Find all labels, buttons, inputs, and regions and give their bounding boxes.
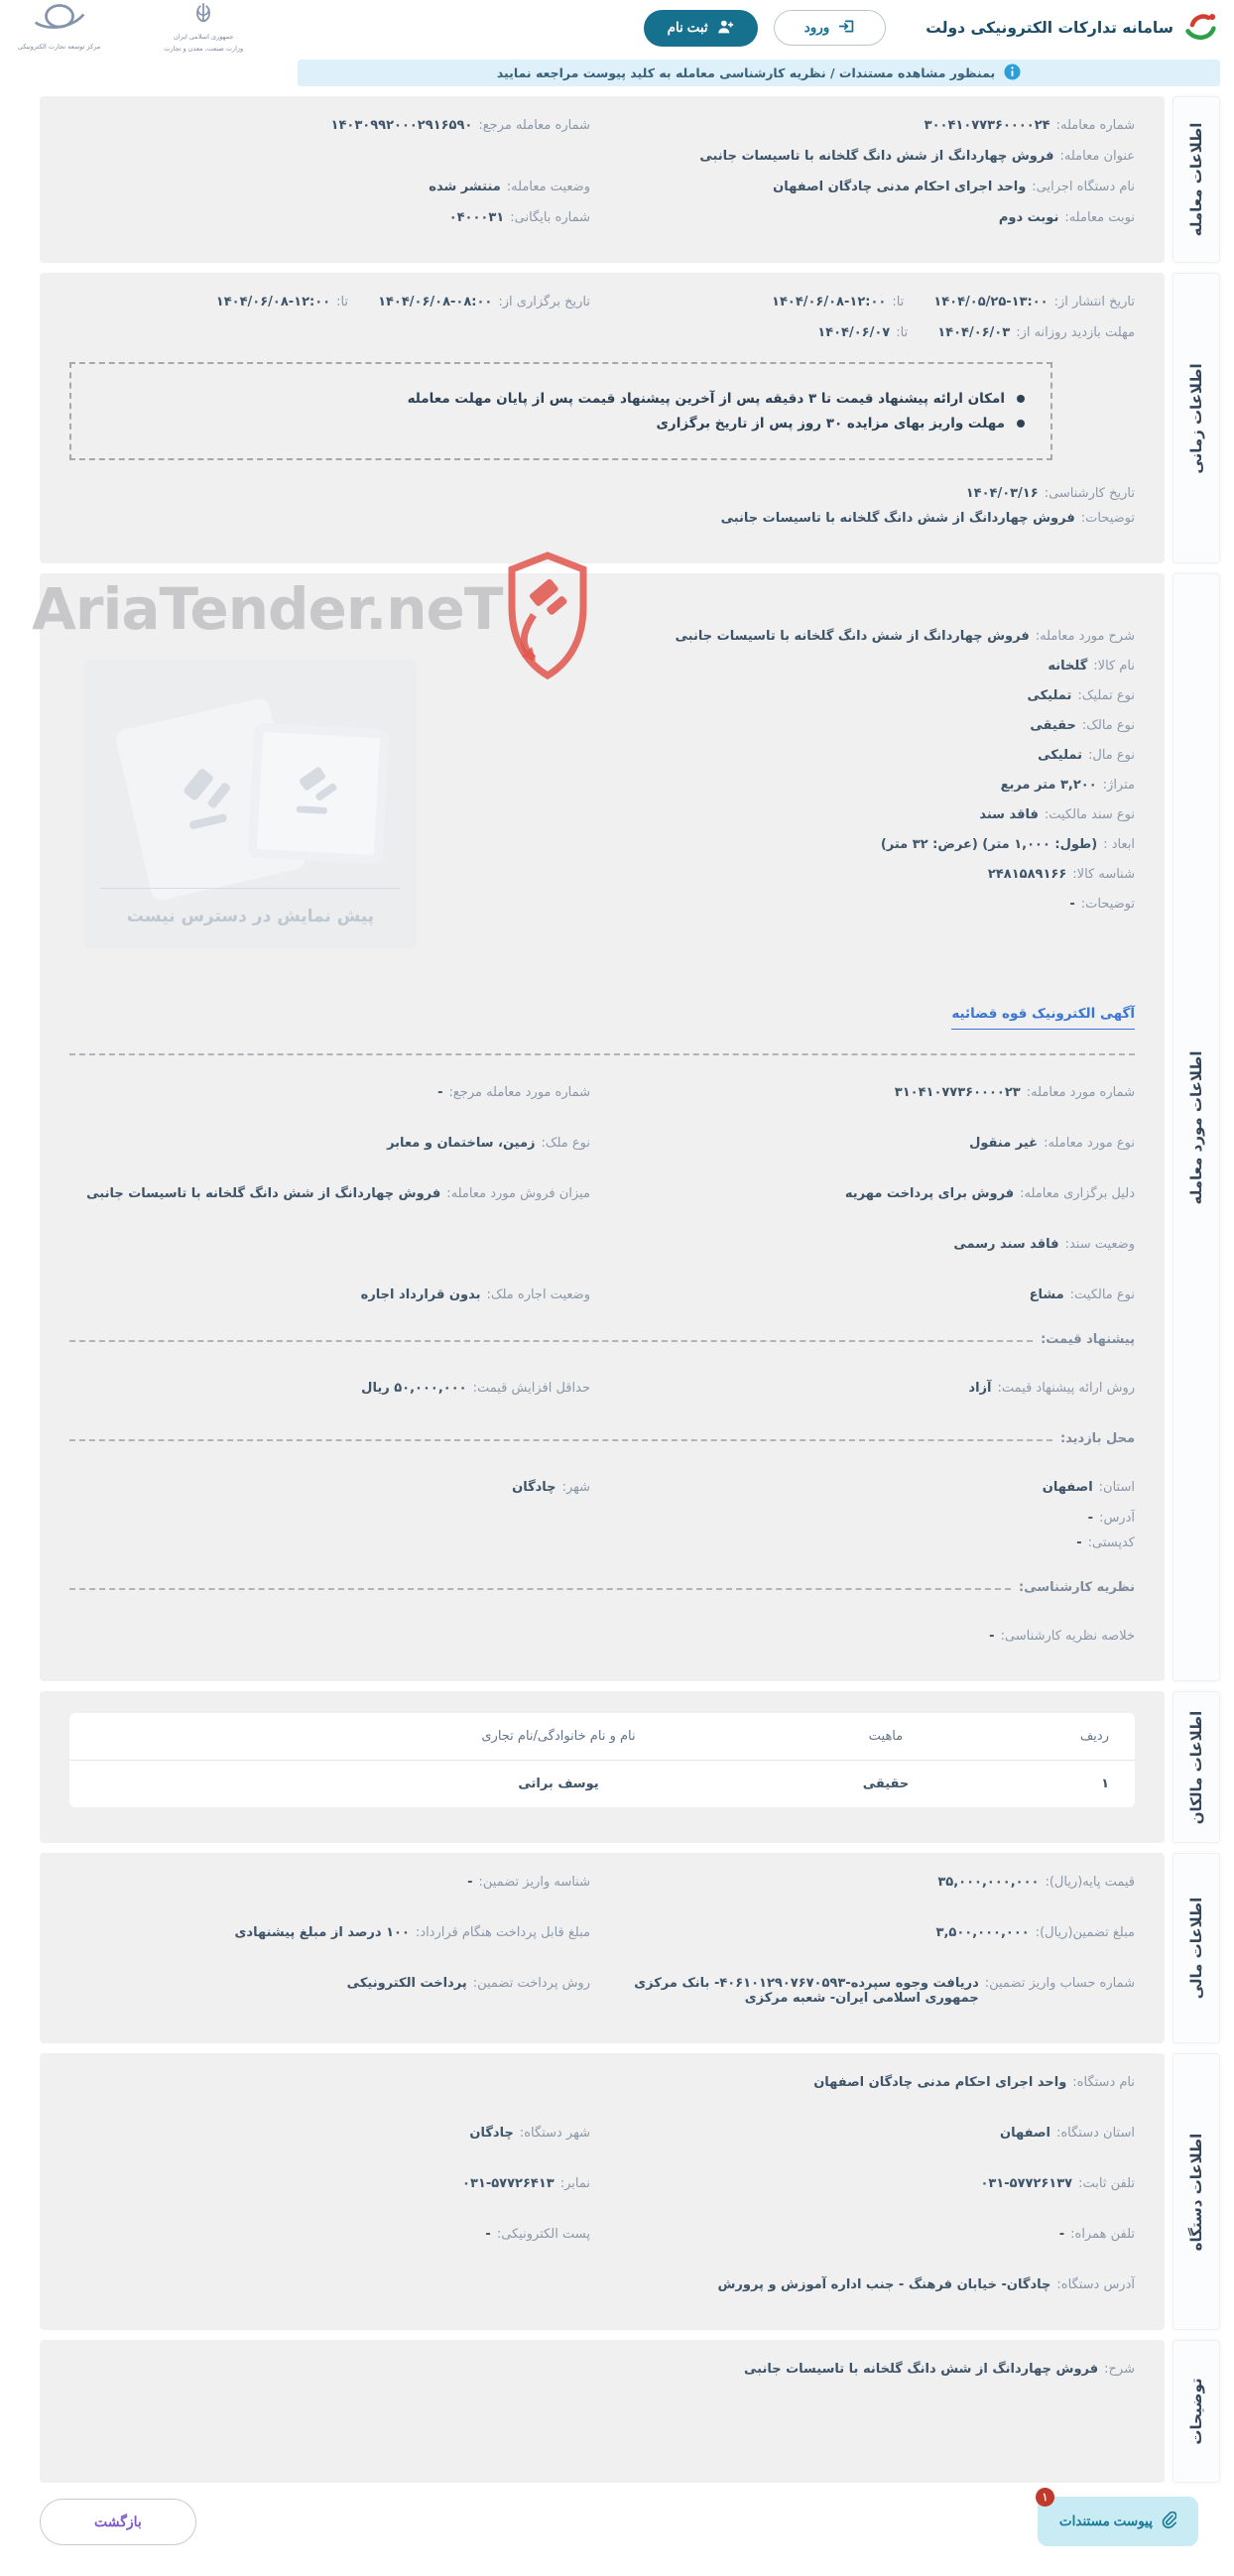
field-label: شناسه کالا: (1072, 867, 1135, 882)
field-value: ۰۴۰۰۰۳۱ (448, 210, 505, 225)
agency-name-field (69, 2075, 1135, 2090)
until-label: تا: (896, 325, 909, 340)
attach-documents-label: پیوست مستندات (1058, 2514, 1153, 2528)
field-row (69, 2227, 1135, 2242)
field-value: ۱۴۰۴/۰۶/۰۸-۱۲:۰۰ (215, 295, 331, 309)
field-value: - (437, 1085, 443, 1100)
agency-city-field (69, 2126, 590, 2141)
no-preview-text: پیش نمایش در دسترس نیست (126, 907, 375, 926)
field-label: نام کالا: (1093, 659, 1135, 674)
table-header-row (69, 1713, 1135, 1761)
agency-fax-field (69, 2176, 590, 2191)
field-label: نام دستگاه: (1072, 2075, 1135, 2090)
iran-emblem-icon (190, 1, 216, 31)
field-label: شماره مورد معامله مرجع: (448, 1085, 590, 1100)
app-header (0, 0, 1234, 54)
field-value: حقیقی (1030, 718, 1076, 733)
login-button[interactable] (774, 10, 887, 46)
ecommerce-center-label: مرکز توسعه تجارت الکترونیکی (18, 43, 101, 52)
info-icon (1004, 63, 1021, 83)
field-value: ۰۳۱-۵۷۷۲۶۴۱۳ (462, 2176, 555, 2191)
field-row (69, 1136, 1135, 1151)
field-label: نوع مال: (1088, 748, 1135, 763)
subject-number-field (614, 1085, 1135, 1100)
deal-ref-number-field (69, 118, 590, 133)
min-increase-field (69, 1381, 590, 1396)
section-deal-info (40, 96, 1220, 263)
deal-info-card (40, 96, 1165, 263)
time-info-card (40, 273, 1165, 563)
expert-summary-field (69, 1629, 1135, 1644)
section-tab-financial (1172, 1853, 1220, 2043)
deposit-id-field (69, 1875, 590, 1890)
section-tab-owners (1172, 1691, 1220, 1843)
field-value: زمین، ساختمان و معابر (387, 1136, 536, 1151)
field-label: نوع ملک: (541, 1136, 590, 1151)
payable-at-contract-field (69, 1925, 590, 1940)
field-row (69, 1875, 1135, 1890)
dashed-line (69, 1588, 1011, 1590)
field-label: شناسه واریز تضمین: (478, 1875, 590, 1890)
field-row (69, 2362, 1135, 2377)
image-preview-placeholder (84, 661, 417, 948)
field-label: شماره معامله مرجع: (478, 118, 590, 133)
auction-rules-box (69, 362, 1052, 460)
field-label: تلفن همراه: (1070, 2227, 1135, 2242)
deal-number-field (614, 118, 1135, 133)
field-value: واحد اجرای احکام مدنی چادگان اصفهان (773, 180, 1027, 194)
col-header-name: نام و نام خانوادگی/نام تجاری (481, 1729, 636, 1744)
field-label: استان: (1098, 1480, 1135, 1495)
field-value: فاقد سند (979, 807, 1039, 822)
field-value: واحد اجرای احکام مدنی چادگان اصفهان (813, 2075, 1067, 2090)
field-label: نوبت معامله: (1064, 210, 1135, 225)
item-notes-field (440, 897, 1135, 912)
time-notes-field (69, 511, 1135, 526)
setad-logo-icon (1182, 9, 1218, 47)
field-row (69, 1288, 1135, 1302)
field-row (69, 1237, 1135, 1252)
until-label: تا: (892, 295, 905, 309)
section-title: اطلاعات زمانی (1187, 362, 1205, 474)
field-label: کدپستی: (1087, 1535, 1135, 1550)
subject-type-field (614, 1136, 1135, 1151)
field-label: نوع سند مالکیت: (1044, 807, 1135, 822)
field-label: شهر دستگاه: (519, 2126, 590, 2141)
field-value: - (467, 1875, 473, 1890)
cell-name: یوسف براتی (518, 1777, 599, 1791)
field-value: دریافت وجوه سپرده-۴۰۶۱۰۱۲۹۰۷۶۷۰۵۹۳- بانک مرکزی جمهوری اسلامی ایران- شعبه مرکزی (634, 1976, 979, 2006)
field-value: - (485, 2227, 491, 2242)
field-value: پرداخت الکترونیکی (346, 1976, 467, 1991)
visit-location-group-header (69, 1431, 1135, 1446)
field-value: فاقد سند رسمی (953, 1237, 1059, 1252)
section-tab-deal-subject (1172, 573, 1220, 1681)
table-row (69, 1761, 1135, 1807)
estate-type-field (69, 1136, 590, 1151)
section-deal-subject (32, 573, 1220, 1681)
area-field (440, 778, 1135, 793)
field-row (69, 180, 1135, 194)
field-value: چادگان- خیابان فرهنگ - جنب اداره آموزش و پرورش (717, 2277, 1051, 2292)
sale-reason-field (614, 1186, 1135, 1201)
archive-number-field (69, 210, 590, 225)
group-label: نظریه کارشناسی: (1019, 1580, 1135, 1595)
field-label: شماره بایگانی: (510, 210, 590, 225)
field-value: فروش چهاردانگ از شش دانگ گلخانه با تاسیسات جانبی (675, 629, 1030, 644)
ministry-label-line1: جمهوری اسلامی ایران (174, 33, 234, 42)
deed-status-field (69, 1237, 1135, 1252)
address-field (69, 1511, 1135, 1526)
field-label: نوع مالکیت: (1069, 1288, 1135, 1302)
partner-logos (14, 1, 243, 55)
rule-item (97, 416, 1025, 431)
field-value: اصفهان (1042, 1480, 1093, 1495)
holding-date-field (69, 295, 590, 309)
field-row (69, 325, 1135, 340)
field-value: بدون قرارداد اجاره (360, 1288, 481, 1302)
cell-nature: حقیقی (862, 1777, 910, 1791)
deed-type-field (440, 807, 1135, 822)
field-row (69, 1085, 1135, 1100)
ministry-label-line2: وزارت صنعت، معدن و تجارت (164, 45, 244, 53)
app-brand (926, 9, 1218, 47)
guarantee-account-field (614, 1976, 1135, 2006)
field-row (69, 2075, 1135, 2090)
section-title: اطلاعات معامله (1187, 122, 1205, 237)
field-label: تاریخ انتشار از: (1053, 295, 1135, 309)
section-tab-agency (1172, 2053, 1220, 2330)
field-value: فروش برای پرداخت مهریه (844, 1186, 1015, 1201)
field-value: تملیکی (1027, 688, 1072, 703)
rule-item (97, 391, 1025, 407)
field-row (69, 2126, 1135, 2141)
field-value: ۱۰۰ درصد از مبلغ پیشنهادی (234, 1925, 410, 1940)
field-value: - (1076, 1535, 1082, 1550)
dashed-separator (69, 1053, 1135, 1055)
ministry-logo (164, 1, 243, 55)
province-field (614, 1480, 1135, 1495)
section-time-info (40, 273, 1220, 563)
rent-status-field (69, 1288, 590, 1302)
guarantee-payment-method-field (69, 1976, 590, 2006)
field-value: ۱۴۰۴/۰۶/۰۷ (817, 325, 891, 340)
field-row (69, 1925, 1135, 1940)
section-notes (40, 2340, 1220, 2483)
field-row (69, 1186, 1135, 1201)
field-row (69, 1480, 1135, 1495)
section-title: اطلاعات مالی (1187, 1897, 1205, 2000)
field-label: قیمت پایه(ریال): (1045, 1875, 1135, 1890)
expertise-date-field (69, 486, 1135, 501)
field-row (69, 1629, 1135, 1644)
field-label: ابعاد : (1103, 837, 1135, 852)
field-label: روش پرداخت تضمین: (472, 1976, 590, 1991)
notes-desc-field (69, 2362, 1135, 2377)
guarantee-amount-field (614, 1925, 1135, 1940)
section-title: توضیحات (1187, 2378, 1205, 2445)
publish-date-field (614, 295, 1135, 309)
status-badge: منتشر شده (429, 180, 501, 194)
field-label: نوع تملیک: (1077, 688, 1135, 703)
agency-email-field (69, 2227, 590, 2242)
agency-card (40, 2053, 1165, 2330)
field-row (69, 295, 1135, 309)
deal-status-field (69, 180, 590, 194)
ownership-kind-field (614, 1288, 1135, 1302)
field-value: تملیکی (1038, 748, 1083, 763)
field-value: مشاع (1029, 1288, 1064, 1302)
field-value: فروش چهاردانگ از شش دانگ گلخانه با تاسیسات جانبی (699, 149, 1054, 164)
field-label: آدرس دستگاه: (1056, 2277, 1135, 2292)
group-label: پیشنهاد قیمت: (1041, 1332, 1135, 1347)
field-label: وضعیت اجاره ملک: (486, 1288, 590, 1302)
field-label: شهر: (561, 1480, 590, 1495)
field-row (69, 118, 1135, 133)
section-title: اطلاعات مورد معامله (1187, 1050, 1205, 1204)
field-label: تلفن ثابت: (1078, 2176, 1135, 2191)
field-value: فروش چهاردانگ از شش دانگ گلخانه با تاسیسات جانبی (744, 2362, 1099, 2377)
field-value: - (1069, 897, 1075, 912)
paperclip-icon (1162, 2512, 1176, 2531)
owner-type-field (440, 718, 1135, 733)
field-row (69, 1511, 1135, 1526)
visit-window-field (69, 325, 1135, 340)
field-label: توضیحات: (1080, 511, 1135, 526)
gavel-icon (286, 759, 350, 827)
tenure-type-field (440, 688, 1135, 703)
photo-tile (248, 723, 390, 865)
field-value: آزاد (968, 1381, 992, 1396)
until-label: تا: (336, 295, 349, 309)
deal-title-field (69, 149, 1135, 164)
field-row (69, 2176, 1135, 2191)
bullet-icon (1017, 395, 1025, 403)
field-value: غیر منقول (969, 1136, 1039, 1151)
section-title: اطلاعات دستگاه (1187, 2133, 1205, 2251)
field-label: مبلغ تضمین(ریال): (1035, 1925, 1135, 1940)
back-label: بازگشت (94, 2513, 142, 2529)
section-tab-notes (1172, 2340, 1220, 2483)
offer-method-field (614, 1381, 1135, 1396)
field-label: متراژ: (1102, 778, 1135, 793)
agency-province-field (614, 2126, 1135, 2141)
agency-address-field (69, 2277, 1135, 2292)
attachment-count-badge: ۱ (1036, 2488, 1054, 2507)
rule-text: مهلت واریز بهای مزایده ۳۰ روز پس از تاریخ برگزاری (656, 416, 1005, 431)
field-row (69, 1976, 1135, 2006)
field-row (69, 486, 1135, 501)
field-label: پست الکترونیکی: (496, 2227, 590, 2242)
field-value: ۲۴۸۱۵۸۹۱۶۶ (987, 867, 1067, 882)
field-value: فروش چهاردانگ از شش دانگ گلخانه با تاسیسات جانبی (86, 1186, 441, 1201)
judiciary-ad-link-row (69, 1006, 1135, 1030)
notes-card (40, 2340, 1165, 2483)
section-agency (40, 2053, 1220, 2330)
financial-card (40, 1853, 1165, 2043)
field-label: روش ارائه پیشنهاد قیمت: (997, 1381, 1135, 1396)
field-value: ۱۴۰۳۰۹۹۲۰۰۰۲۹۱۶۵۹۰ (330, 118, 473, 133)
subject-desc-field (440, 629, 1135, 644)
section-title: اطلاعات مالکان (1187, 1710, 1205, 1824)
dashed-line (69, 1340, 1033, 1342)
field-row (69, 1535, 1135, 1550)
person-plus-icon (717, 19, 734, 38)
field-value: ۳,۵۰۰,۰۰۰,۰۰۰ (935, 1925, 1030, 1940)
field-label: توضیحات: (1080, 897, 1135, 912)
section-tab-deal-info (1172, 96, 1220, 263)
dashed-line (69, 1439, 1052, 1441)
field-label: دلیل برگزاری معامله: (1020, 1186, 1135, 1201)
field-value: ۱۴۰۴/۰۵/۲۵-۱۳:۰۰ (933, 295, 1049, 309)
preview-column (69, 595, 417, 992)
agency-mobile-field (614, 2227, 1135, 2242)
field-value: نوبت دوم (998, 210, 1059, 225)
field-label: حداقل افزایش قیمت: (472, 1381, 590, 1396)
field-label: شماره حساب واریز تضمین: (984, 1976, 1135, 1991)
agency-name-field (614, 180, 1135, 194)
owners-table (69, 1713, 1135, 1807)
field-value: ۱۴۰۴/۰۶/۰۳ (937, 325, 1011, 340)
field-value: ۳,۲۰۰ متر مربع (1000, 778, 1097, 793)
field-row (69, 511, 1135, 526)
field-label: شماره مورد معامله: (1026, 1085, 1135, 1100)
field-value: ۱۴۰۴/۰۶/۰۸-۰۸:۰۰ (378, 295, 493, 309)
field-value: ۵۰,۰۰۰,۰۰۰ ریال (361, 1381, 467, 1396)
subject-top-block (32, 575, 1135, 992)
field-value: - (1058, 2227, 1065, 2242)
field-row (69, 210, 1135, 225)
field-value: گلخانه (1048, 659, 1088, 674)
section-financial (40, 1853, 1220, 2043)
ecommerce-center-logo (18, 1, 100, 53)
group-label: محل بازدید: (1059, 1431, 1135, 1446)
register-label: ثبت نام (667, 20, 708, 35)
price-offer-group-header (69, 1332, 1135, 1347)
field-label: استان دستگاه: (1055, 2126, 1135, 2141)
field-label: شرح مورد معامله: (1035, 629, 1135, 644)
owners-card (40, 1691, 1165, 1843)
field-value: - (989, 1629, 995, 1644)
field-value: ۳۱۰۴۱۰۷۷۳۶۰۰۰۰۲۳ (894, 1085, 1021, 1100)
field-label: شماره معامله: (1055, 118, 1135, 133)
field-label: آدرس: (1099, 1511, 1135, 1526)
subject-ref-field (69, 1085, 590, 1100)
field-row (69, 1381, 1135, 1396)
base-price-field (614, 1875, 1135, 1890)
section-owners (40, 1691, 1220, 1843)
back-button[interactable] (40, 2499, 196, 2545)
field-label: تاریخ کارشناسی: (1044, 486, 1135, 501)
deal-subject-card (32, 573, 1165, 1681)
field-value: ۰۳۱-۵۷۷۲۶۱۳۷ (980, 2176, 1073, 2191)
field-label: نام دستگاه اجرایی: (1032, 180, 1135, 194)
attachment-notice-bar (298, 60, 1220, 86)
property-type-field (440, 748, 1135, 763)
register-button[interactable] (644, 10, 758, 47)
field-value: ۱۴۰۴/۰۳/۱۶ (965, 486, 1039, 501)
col-header-nature: ماهیت (868, 1729, 904, 1744)
bullet-icon (1017, 420, 1025, 428)
placeholder-divider (100, 888, 401, 889)
col-header-row-number: ردیف (1079, 1729, 1109, 1744)
notice-text: بمنظور مشاهده مستندات / نظریه کارشناسی معامله به کلید پیوست مراجعه نمایید (496, 65, 996, 80)
field-label: مهلت بازدید روزانه از: (1016, 325, 1135, 340)
expert-opinion-group-header (69, 1580, 1135, 1595)
deal-turn-field (614, 210, 1135, 225)
app-title: سامانه تدارکات الکترونیکی دولت (926, 19, 1173, 37)
field-value: چادگان (469, 2126, 514, 2141)
login-arrow-icon (838, 19, 855, 37)
field-value: (طول: ۱,۰۰۰ متر) (عرض: ۳۲ متر) (880, 837, 1098, 852)
subject-fields (440, 595, 1135, 992)
city-field (69, 1480, 590, 1495)
postal-code-field (69, 1535, 1135, 1550)
page-footer (40, 2492, 1198, 2546)
judiciary-ad-link[interactable]: آگهی الکترونیک قوه قضائیه (951, 1006, 1135, 1030)
field-label: وضعیت معامله: (506, 180, 590, 194)
section-tab-time-info (1172, 273, 1220, 563)
dimensions-field (440, 837, 1135, 852)
field-label: تاریخ برگزاری از: (498, 295, 590, 309)
field-label: شرح: (1104, 2362, 1135, 2377)
field-value: ۱۴۰۴/۰۶/۰۸-۱۲:۰۰ (772, 295, 887, 309)
sale-amount-field (69, 1186, 590, 1201)
attach-documents-button[interactable] (1038, 2492, 1198, 2546)
field-label: نمابر: (559, 2176, 590, 2191)
item-id-field (440, 867, 1135, 882)
field-value: اصفهان (1000, 2126, 1050, 2141)
cell-row-number: ۱ (1101, 1777, 1109, 1791)
field-value: چادگان (512, 1480, 556, 1495)
field-row (69, 2277, 1135, 2292)
rule-text: امکان ارائه پیشنهاد قیمت تا ۳ دقیقه پس از آخرین پیشنهاد قیمت پس از پایان مهلت معامله (407, 391, 1005, 407)
field-label: مبلغ قابل پرداخت هنگام قرارداد: (415, 1925, 590, 1940)
field-label: نوع مورد معامله: (1044, 1136, 1135, 1151)
field-label: میزان فروش مورد معامله: (446, 1186, 590, 1201)
field-label: عنوان معامله: (1059, 149, 1135, 164)
field-label: وضعیت سند: (1064, 1237, 1135, 1252)
field-value: ۳۵,۰۰۰,۰۰۰,۰۰۰ (937, 1875, 1040, 1890)
field-value: - (1087, 1511, 1094, 1526)
field-label: نوع مالک: (1081, 718, 1135, 733)
globe-icon (31, 1, 88, 41)
login-label: ورود (803, 20, 830, 35)
item-name-field (440, 659, 1135, 674)
agency-phone-field (614, 2176, 1135, 2191)
field-value: فروش چهاردانگ از شش دانگ گلخانه با تاسیسات جانبی (720, 511, 1075, 526)
ariatender-brand-text: AriaTender.neT (32, 575, 503, 643)
field-row (69, 149, 1135, 164)
field-value: ۳۰۰۴۱۰۷۷۳۶۰۰۰۰۲۴ (924, 118, 1050, 133)
gavel-icon (165, 752, 256, 846)
field-label: خلاصه نظریه کارشناسی: (1000, 1629, 1135, 1644)
